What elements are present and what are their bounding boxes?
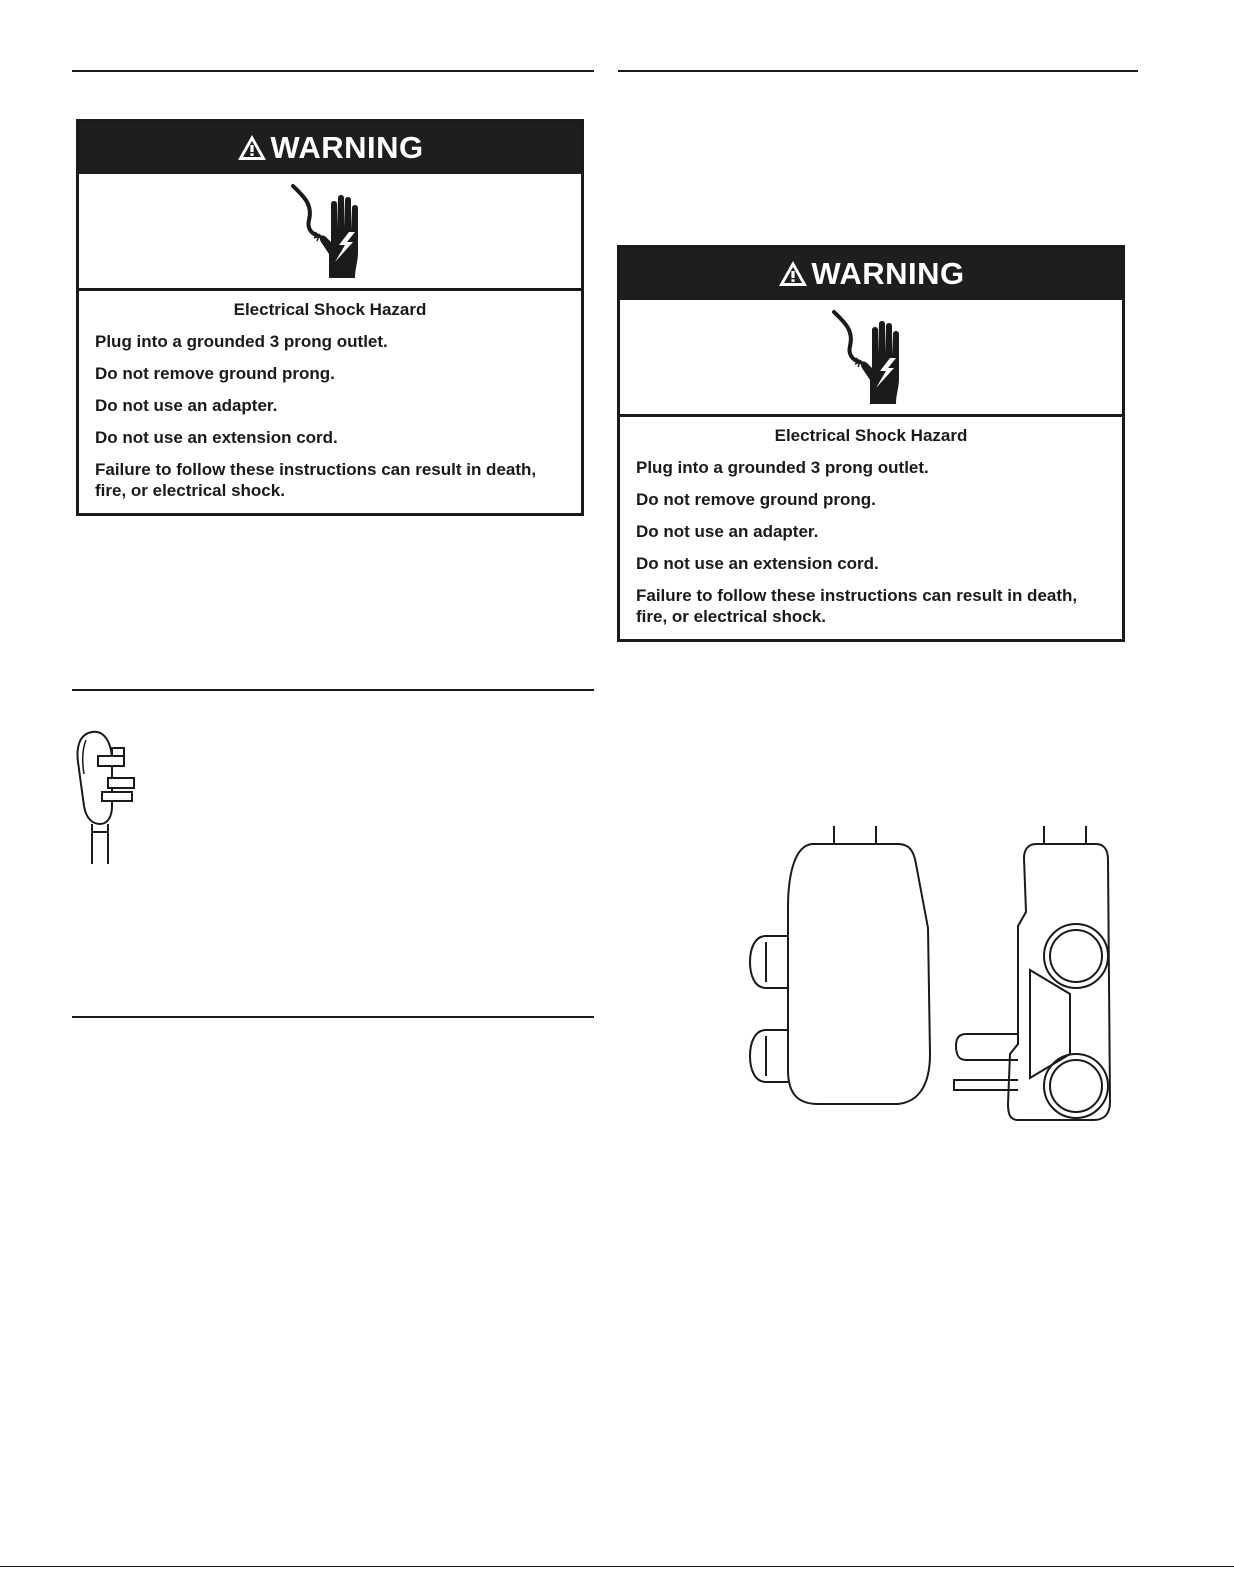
warning-line: Do not use an adapter. <box>95 396 278 415</box>
warning-line: Failure to follow these instructions can result in death, fire, or electrical shock. <box>95 460 537 500</box>
warning-body <box>79 291 581 513</box>
warning-triangle-icon <box>777 259 809 288</box>
warning-heading-text: WARNING <box>811 256 965 291</box>
warning-line: Do not remove ground prong. <box>95 364 335 383</box>
warning-line: Do not remove ground prong. <box>636 490 876 509</box>
page-bottom-rule <box>0 1566 1234 1567</box>
warning-box-right <box>617 245 1125 642</box>
section-rule-top-left <box>72 70 594 72</box>
electrical-shock-hand-icon <box>826 308 916 406</box>
three-prong-plug-icon <box>72 728 142 868</box>
warning-body <box>620 417 1122 639</box>
warning-line: Do not use an adapter. <box>636 522 819 541</box>
warning-icon-area <box>620 300 1122 417</box>
warning-line: Do not use an extension cord. <box>636 554 879 573</box>
warning-line: Failure to follow these instructions can result in death, fire, or electrical shock. <box>636 586 1078 626</box>
warning-icon-area <box>79 174 581 291</box>
warning-header <box>620 248 1122 300</box>
warning-heading-text: WARNING <box>270 130 424 165</box>
hazard-title: Electrical Shock Hazard <box>774 426 968 445</box>
warning-box-left <box>76 119 584 516</box>
warning-triangle-icon <box>236 133 268 162</box>
hazard-title: Electrical Shock Hazard <box>233 300 427 319</box>
section-rule-lower-left <box>72 1016 594 1018</box>
warning-line: Plug into a grounded 3 prong outlet. <box>636 458 929 477</box>
section-rule-top-right <box>618 70 1138 72</box>
ground-adapter-illustration <box>748 818 1128 1136</box>
electrical-shock-hand-icon <box>285 182 375 280</box>
warning-line: Plug into a grounded 3 prong outlet. <box>95 332 388 351</box>
warning-header <box>79 122 581 174</box>
warning-line: Do not use an extension cord. <box>95 428 338 447</box>
section-rule-middle-left <box>72 689 594 691</box>
